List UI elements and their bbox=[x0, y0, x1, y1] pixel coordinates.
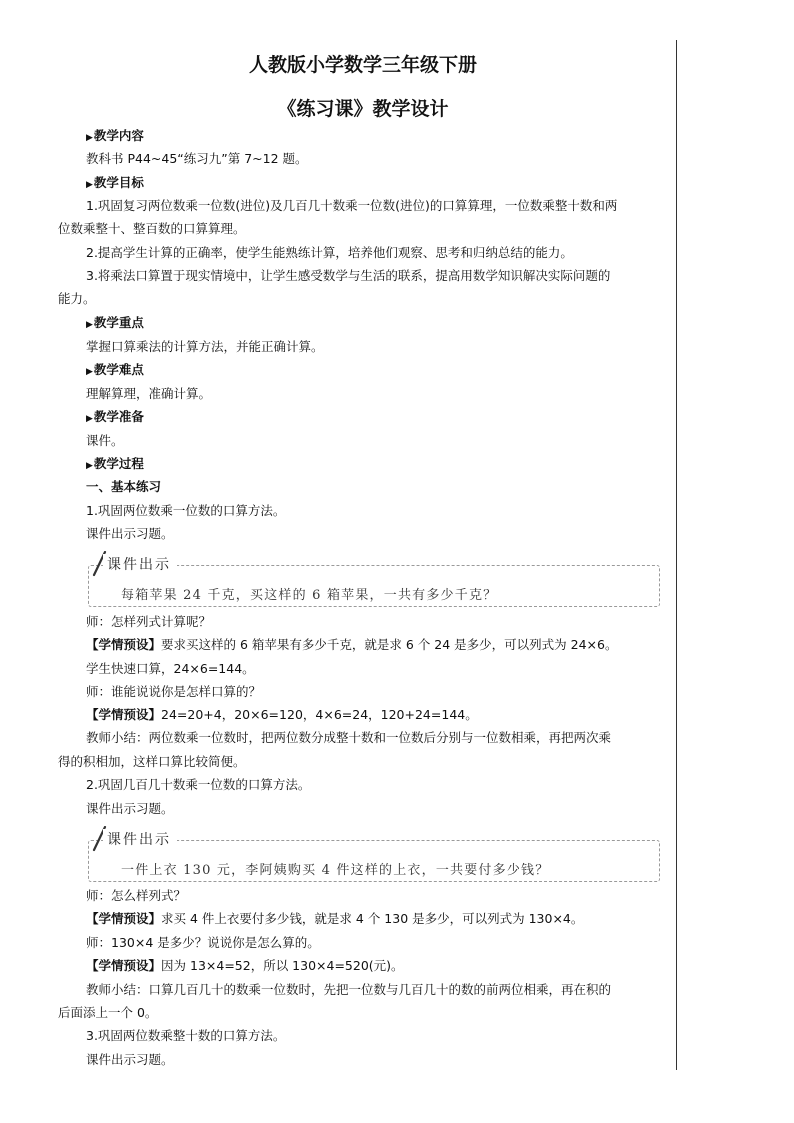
step-2-title: 2.巩固几百几十数乘一位数的口算方法。 bbox=[86, 777, 311, 792]
part-1-heading: 一、基本练习 bbox=[86, 479, 162, 494]
teacher-summary-line1: 教师小结：两位数乘一位数时，把两位数分成整十数和一位数后分别与一位数相乘，再把两次乘 bbox=[86, 730, 612, 745]
document-title: 人教版小学数学三年级下册 bbox=[248, 54, 477, 76]
student-prediction: 【学情预设】要求买这样的 6 箱苹果有多少千克，就是求 6 个 24 是多少，可以列式为 24×6。 bbox=[86, 637, 618, 652]
goal-3-line1: 3.将乘法口算置于现实情境中，让学生感受数学与生活的联系，提高用数学知识解决实际问题的 bbox=[86, 268, 611, 283]
courseware-label: 课件出示 bbox=[103, 554, 177, 574]
goal-3-line2: 能力。 bbox=[58, 291, 96, 306]
teacher-question: 师：怎么样列式？ bbox=[86, 888, 187, 903]
heading-preparation: ▶教学准备 bbox=[86, 409, 144, 424]
bullet-triangle-icon: ▶ bbox=[86, 180, 93, 190]
teacher-question: 师：怎样列式计算呢？ bbox=[86, 614, 212, 629]
courseware-label: 课件出示 bbox=[103, 829, 177, 849]
page-margin-rule bbox=[676, 40, 677, 1070]
bullet-triangle-icon: ▶ bbox=[86, 367, 93, 377]
preparation-text: 课件。 bbox=[86, 433, 124, 448]
courseware-box-1 bbox=[88, 557, 660, 607]
step-3-instruction: 课件出示习题。 bbox=[86, 1052, 174, 1067]
heading-process: ▶教学过程 bbox=[86, 456, 144, 471]
step-2-instruction: 课件出示习题。 bbox=[86, 801, 174, 816]
step-1-title: 1.巩固两位数乘一位数的口算方法。 bbox=[86, 503, 286, 518]
goal-1-line2: 位数乘整十、整百数的口算算理。 bbox=[58, 221, 246, 236]
content-text: 教科书 P44~45“练习九”第 7~12 题。 bbox=[86, 151, 308, 166]
courseware-box-2 bbox=[88, 832, 660, 882]
heading-difficulty: ▶教学难点 bbox=[86, 362, 144, 377]
bullet-triangle-icon: ▶ bbox=[86, 414, 93, 424]
teacher-question: 师：130×4 是多少？说说你是怎么算的。 bbox=[86, 935, 320, 950]
step-1-instruction: 课件出示习题。 bbox=[86, 526, 174, 541]
teacher-summary-line1: 教师小结：口算几百几十的数乘一位数时，先把一位数与几百几十的数的前两位相乘，再在积的 bbox=[86, 982, 612, 997]
bullet-triangle-icon: ▶ bbox=[86, 320, 93, 330]
key-point-text: 掌握口算乘法的计算方法，并能正确计算。 bbox=[86, 339, 324, 354]
teacher-summary-line2: 后面添上一个 0。 bbox=[58, 1005, 158, 1020]
step-3-title: 3.巩固两位数乘整十数的口算方法。 bbox=[86, 1028, 286, 1043]
courseware-problem: 一件上衣 130 元，李阿姨购买 4 件这样的上衣，一共要付多少钱？ bbox=[121, 863, 550, 878]
difficulty-text: 理解算理，准确计算。 bbox=[86, 386, 212, 401]
student-prediction: 【学情预设】24=20+4，20×6=120，4×6=24，120+24=144。 bbox=[86, 707, 478, 722]
teacher-summary-line2: 得的积相加，这样口算比较简便。 bbox=[58, 754, 246, 769]
student-prediction: 【学情预设】求买 4 件上衣要付多少钱，就是求 4 个 130 是多少，可以列式为 130×4。 bbox=[86, 911, 584, 926]
goal-1-line1: 1.巩固复习两位数乘一位数(进位)及几百几十数乘一位数(进位)的口算算理，一位数乘整十数和两 bbox=[86, 198, 618, 213]
bullet-triangle-icon: ▶ bbox=[86, 461, 93, 471]
goal-2: 2.提高学生计算的正确率，使学生能熟练计算，培养他们观察、思考和归纳总结的能力。 bbox=[86, 245, 573, 260]
teacher-question: 师：谁能说说你是怎样口算的？ bbox=[86, 684, 262, 699]
heading-key-point: ▶教学重点 bbox=[86, 315, 144, 330]
heading-content: ▶教学内容 bbox=[86, 128, 144, 143]
student-prediction: 【学情预设】因为 13×4=52，所以 130×4=520(元)。 bbox=[86, 958, 404, 973]
student-answer: 学生快速口算，24×6=144。 bbox=[86, 661, 255, 676]
document-subtitle: 《练习课》教学设计 bbox=[277, 98, 449, 120]
courseware-problem: 每箱苹果 24 千克，买这样的 6 箱苹果，一共有多少千克？ bbox=[121, 588, 498, 603]
heading-goals: ▶教学目标 bbox=[86, 175, 144, 190]
bullet-triangle-icon: ▶ bbox=[86, 133, 93, 143]
